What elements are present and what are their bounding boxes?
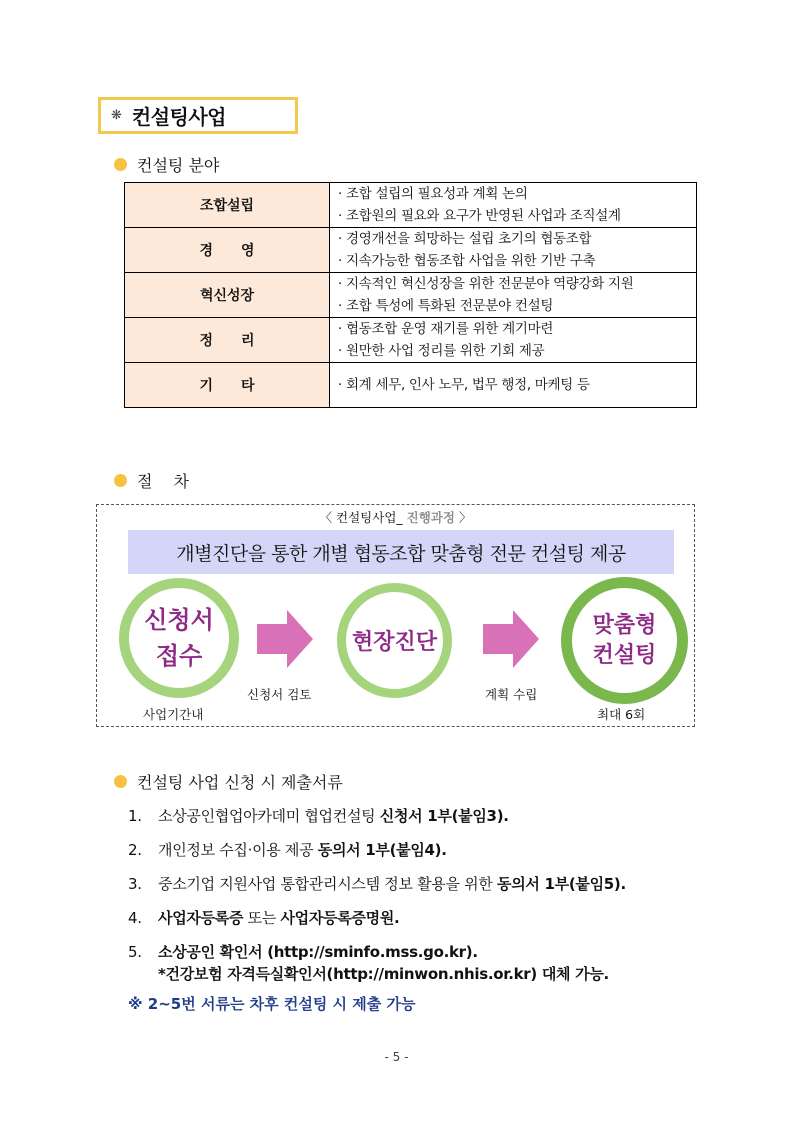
- table-item: · 지속가능한 협동조합 사업을 위한 기반 구축: [338, 253, 596, 269]
- table-category: 조합설립: [125, 183, 330, 228]
- docs-heading: [114, 770, 343, 793]
- table-item: · 조합원의 필요와 요구가 반영된 사업과 조직설계: [338, 208, 621, 224]
- arrow1-label: 신청서 검토: [247, 687, 312, 702]
- procedure-heading: [114, 469, 189, 492]
- table-category: 정 리: [125, 318, 330, 363]
- process-banner: 개별진단을 통한 개별 협동조합 맞춤형 전문 컨설팅 제공: [128, 530, 674, 574]
- table-row: [125, 363, 697, 408]
- process-caption: 〈 컨설팅사업_ 진행과정 〉: [319, 510, 472, 525]
- step-application-circle: 신청서 접수: [119, 578, 239, 698]
- table-item: · 경영개선을 희망하는 설립 초기의 협동조합: [338, 231, 592, 247]
- list-item-continuation: *건강보험 자격득실확인서(http://minwon.nhis.or.kr) 대체 가능.: [158, 965, 609, 983]
- table-description: [330, 363, 697, 408]
- table-row: [125, 183, 697, 228]
- table-row: [125, 228, 697, 273]
- process-diagram: [96, 504, 695, 727]
- page-number: - 5 -: [384, 1050, 409, 1064]
- section-title: 컨설팅사업: [131, 105, 227, 129]
- arrow-right-icon: [257, 610, 315, 668]
- table-category: 혁신성장: [125, 273, 330, 318]
- fields-heading: [114, 153, 219, 176]
- section-title-box: [98, 97, 298, 134]
- table-item: · 조합 특성에 특화된 전문분야 컨설팅: [338, 298, 554, 314]
- fields-heading-text: 컨설팅 분야: [137, 156, 220, 175]
- step3-note: 최대 6회: [597, 707, 646, 722]
- fields-table: [124, 182, 697, 408]
- table-description: [330, 183, 697, 228]
- table-item: · 지속적인 혁신성장을 위한 전문분야 역량강화 지원: [338, 276, 634, 292]
- table-item: · 협동조합 운영 재기를 위한 계기마련: [338, 321, 554, 337]
- arrow2-label: 계획 수립: [485, 687, 538, 702]
- table-description: [330, 318, 697, 363]
- list-item: 1. 소상공인협업아카데미 협업컨설팅 신청서 1부(붙임3).: [128, 807, 509, 825]
- table-item: · 원만한 사업 정리를 위한 기회 제공: [338, 343, 545, 359]
- step-consulting-circle: 맞춤형 컨설팅: [561, 577, 688, 704]
- list-item: 3. 중소기업 지원사업 통합관리시스템 정보 활용을 위한 동의서 1부(붙임5).: [128, 875, 626, 893]
- table-item: · 조합 설립의 필요성과 계획 논의: [338, 186, 528, 202]
- list-item: 2. 개인정보 수집·이용 제공 동의서 1부(붙임4).: [128, 841, 447, 859]
- submission-note: ※ 2~5번 서류는 차후 컨설팅 시 제출 가능: [128, 995, 416, 1013]
- bullet-dot-icon: [114, 158, 127, 171]
- procedure-heading-text: 절 차: [137, 472, 189, 491]
- bullet-dot-icon: [114, 775, 127, 788]
- table-description: [330, 228, 697, 273]
- table-row: [125, 318, 697, 363]
- section-mark-icon: ❋: [111, 108, 122, 123]
- docs-heading-text: 컨설팅 사업 신청 시 제출서류: [137, 773, 343, 792]
- arrow-right-icon: [483, 610, 541, 668]
- table-item: · 회계 세무, 인사 노무, 법무 행정, 마케팅 등: [338, 377, 590, 393]
- table-category: 기 타: [125, 363, 330, 408]
- step-onsite-circle: 현장진단: [337, 583, 452, 698]
- table-category: 경 영: [125, 228, 330, 273]
- list-item: 5. 소상공인 확인서 (http://sminfo.mss.go.kr).: [128, 943, 478, 961]
- step1-note: 사업기간내: [143, 707, 204, 722]
- bullet-dot-icon: [114, 474, 127, 487]
- list-item: 4. 사업자등록증 또는 사업자등록증명원.: [128, 909, 400, 927]
- table-row: [125, 273, 697, 318]
- table-description: [330, 273, 697, 318]
